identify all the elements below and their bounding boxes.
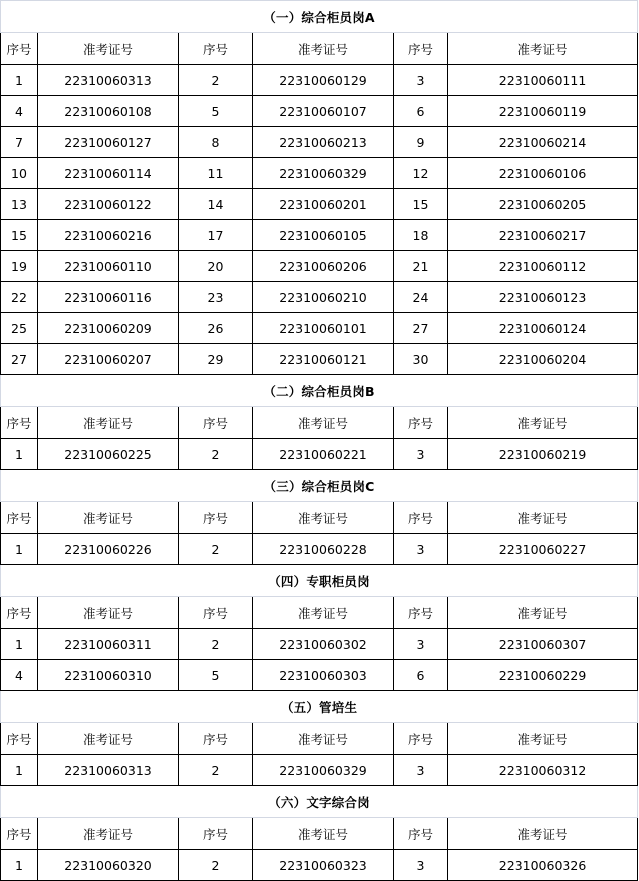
cell-admission-number: 22310060108 [38, 96, 179, 127]
column-header-sequence: 序号 [179, 33, 253, 65]
cell-admission-number: 22310060123 [448, 282, 638, 313]
column-header-admission-number: 准考证号 [38, 818, 179, 850]
cell-admission-number: 22310060221 [253, 439, 394, 470]
column-header-sequence: 序号 [394, 502, 448, 534]
cell-admission-number: 22310060320 [38, 850, 179, 881]
cell-sequence: 1 [1, 850, 38, 881]
cell-admission-number: 22310060216 [38, 220, 179, 251]
cell-admission-number: 22310060206 [253, 251, 394, 282]
cell-admission-number: 22310060225 [38, 439, 179, 470]
cell-sequence: 1 [1, 439, 38, 470]
cell-admission-number: 22310060205 [448, 189, 638, 220]
column-header-sequence: 序号 [394, 818, 448, 850]
cell-sequence: 3 [394, 65, 448, 96]
cell-sequence: 1 [1, 534, 38, 565]
cell-admission-number: 22310060204 [448, 344, 638, 375]
column-header-row [1, 723, 638, 755]
cell-admission-number: 22310060329 [253, 755, 394, 786]
cell-sequence: 3 [394, 850, 448, 881]
cell-sequence: 24 [394, 282, 448, 313]
cell-admission-number: 22310060213 [253, 127, 394, 158]
cell-admission-number: 22310060307 [448, 629, 638, 660]
table-row [1, 251, 638, 282]
cell-sequence: 3 [394, 629, 448, 660]
column-header-sequence: 序号 [1, 818, 38, 850]
section-title: （五）管培生 [1, 691, 638, 723]
cell-sequence: 19 [1, 251, 38, 282]
column-header-row [1, 502, 638, 534]
section-title-row [1, 375, 638, 407]
cell-sequence: 4 [1, 96, 38, 127]
cell-sequence: 15 [1, 220, 38, 251]
cell-admission-number: 22310060229 [448, 660, 638, 691]
table-row [1, 189, 638, 220]
cell-admission-number: 22310060106 [448, 158, 638, 189]
cell-sequence: 13 [1, 189, 38, 220]
table-row [1, 127, 638, 158]
cell-sequence: 27 [1, 344, 38, 375]
cell-sequence: 5 [179, 660, 253, 691]
cell-admission-number: 22310060112 [448, 251, 638, 282]
cell-sequence: 4 [1, 660, 38, 691]
column-header-sequence: 序号 [394, 407, 448, 439]
cell-sequence: 20 [179, 251, 253, 282]
column-header-admission-number: 准考证号 [448, 407, 638, 439]
cell-admission-number: 22310060119 [448, 96, 638, 127]
cell-admission-number: 22310060207 [38, 344, 179, 375]
cell-sequence: 30 [394, 344, 448, 375]
column-header-admission-number: 准考证号 [253, 818, 394, 850]
cell-admission-number: 22310060326 [448, 850, 638, 881]
section-title: （三）综合柜员岗C [1, 470, 638, 502]
section-title: （二）综合柜员岗B [1, 375, 638, 407]
cell-sequence: 17 [179, 220, 253, 251]
column-header-admission-number: 准考证号 [448, 33, 638, 65]
cell-sequence: 27 [394, 313, 448, 344]
cell-admission-number: 22310060313 [38, 755, 179, 786]
column-header-admission-number: 准考证号 [253, 597, 394, 629]
cell-sequence: 12 [394, 158, 448, 189]
cell-admission-number: 22310060116 [38, 282, 179, 313]
column-header-sequence: 序号 [179, 597, 253, 629]
column-header-sequence: 序号 [394, 723, 448, 755]
section-title-row [1, 1, 638, 33]
column-header-admission-number: 准考证号 [38, 597, 179, 629]
column-header-sequence: 序号 [1, 407, 38, 439]
cell-admission-number: 22310060121 [253, 344, 394, 375]
section-title: （六）文字综合岗 [1, 786, 638, 818]
cell-admission-number: 22310060219 [448, 439, 638, 470]
column-header-admission-number: 准考证号 [253, 502, 394, 534]
column-header-admission-number: 准考证号 [38, 502, 179, 534]
column-header-admission-number: 准考证号 [253, 407, 394, 439]
section-title-row [1, 470, 638, 502]
column-header-admission-number: 准考证号 [38, 723, 179, 755]
cell-sequence: 2 [179, 629, 253, 660]
cell-admission-number: 22310060214 [448, 127, 638, 158]
column-header-admission-number: 准考证号 [448, 723, 638, 755]
cell-sequence: 9 [394, 127, 448, 158]
section-title: （一）综合柜员岗A [1, 1, 638, 33]
cell-admission-number: 22310060210 [253, 282, 394, 313]
cell-sequence: 10 [1, 158, 38, 189]
column-header-sequence: 序号 [1, 597, 38, 629]
cell-sequence: 21 [394, 251, 448, 282]
cell-admission-number: 22310060110 [38, 251, 179, 282]
cell-sequence: 14 [179, 189, 253, 220]
cell-sequence: 22 [1, 282, 38, 313]
column-header-admission-number: 准考证号 [448, 597, 638, 629]
cell-sequence: 2 [179, 850, 253, 881]
section-title-row [1, 565, 638, 597]
column-header-admission-number: 准考证号 [38, 407, 179, 439]
cell-sequence: 29 [179, 344, 253, 375]
cell-admission-number: 22310060323 [253, 850, 394, 881]
table-row [1, 850, 638, 881]
cell-sequence: 5 [179, 96, 253, 127]
cell-admission-number: 22310060313 [38, 65, 179, 96]
cell-admission-number: 22310060227 [448, 534, 638, 565]
cell-sequence: 2 [179, 755, 253, 786]
cell-admission-number: 22310060329 [253, 158, 394, 189]
cell-admission-number: 22310060217 [448, 220, 638, 251]
table-row [1, 282, 638, 313]
cell-admission-number: 22310060201 [253, 189, 394, 220]
section-title-row [1, 691, 638, 723]
cell-sequence: 2 [179, 439, 253, 470]
cell-sequence: 3 [394, 755, 448, 786]
cell-admission-number: 22310060105 [253, 220, 394, 251]
column-header-admission-number: 准考证号 [253, 33, 394, 65]
cell-admission-number: 22310060111 [448, 65, 638, 96]
column-header-sequence: 序号 [1, 502, 38, 534]
cell-sequence: 8 [179, 127, 253, 158]
column-header-row [1, 407, 638, 439]
section-title-row [1, 786, 638, 818]
cell-admission-number: 22310060209 [38, 313, 179, 344]
cell-sequence: 2 [179, 534, 253, 565]
table-row [1, 96, 638, 127]
cell-admission-number: 22310060129 [253, 65, 394, 96]
table-row [1, 344, 638, 375]
cell-admission-number: 22310060101 [253, 313, 394, 344]
table-row [1, 755, 638, 786]
column-header-sequence: 序号 [179, 502, 253, 534]
table-row [1, 158, 638, 189]
column-header-sequence: 序号 [179, 723, 253, 755]
column-header-sequence: 序号 [394, 33, 448, 65]
cell-sequence: 23 [179, 282, 253, 313]
column-header-admission-number: 准考证号 [253, 723, 394, 755]
column-header-admission-number: 准考证号 [448, 818, 638, 850]
cell-sequence: 1 [1, 629, 38, 660]
cell-admission-number: 22310060311 [38, 629, 179, 660]
cell-admission-number: 22310060107 [253, 96, 394, 127]
table-row [1, 534, 638, 565]
column-header-row [1, 33, 638, 65]
column-header-row [1, 597, 638, 629]
cell-sequence: 6 [394, 660, 448, 691]
column-header-sequence: 序号 [1, 723, 38, 755]
cell-sequence: 25 [1, 313, 38, 344]
cell-sequence: 6 [394, 96, 448, 127]
cell-sequence: 15 [394, 189, 448, 220]
cell-admission-number: 22310060127 [38, 127, 179, 158]
cell-sequence: 11 [179, 158, 253, 189]
cell-admission-number: 22310060302 [253, 629, 394, 660]
column-header-sequence: 序号 [179, 818, 253, 850]
cell-admission-number: 22310060226 [38, 534, 179, 565]
column-header-sequence: 序号 [394, 597, 448, 629]
table-row [1, 220, 638, 251]
cell-admission-number: 22310060303 [253, 660, 394, 691]
cell-sequence: 18 [394, 220, 448, 251]
cell-admission-number: 22310060114 [38, 158, 179, 189]
table-row [1, 660, 638, 691]
column-header-row [1, 818, 638, 850]
table-row [1, 313, 638, 344]
cell-admission-number: 22310060310 [38, 660, 179, 691]
column-header-admission-number: 准考证号 [38, 33, 179, 65]
cell-sequence: 7 [1, 127, 38, 158]
cell-admission-number: 22310060228 [253, 534, 394, 565]
cell-sequence: 3 [394, 439, 448, 470]
column-header-sequence: 序号 [179, 407, 253, 439]
column-header-admission-number: 准考证号 [448, 502, 638, 534]
table-row [1, 439, 638, 470]
cell-sequence: 1 [1, 65, 38, 96]
section-title: （四）专职柜员岗 [1, 565, 638, 597]
cell-sequence: 3 [394, 534, 448, 565]
cell-sequence: 26 [179, 313, 253, 344]
cell-admission-number: 22310060124 [448, 313, 638, 344]
table-row [1, 629, 638, 660]
cell-admission-number: 22310060312 [448, 755, 638, 786]
cell-sequence: 1 [1, 755, 38, 786]
cell-sequence: 2 [179, 65, 253, 96]
column-header-sequence: 序号 [1, 33, 38, 65]
table-row [1, 65, 638, 96]
cell-admission-number: 22310060122 [38, 189, 179, 220]
